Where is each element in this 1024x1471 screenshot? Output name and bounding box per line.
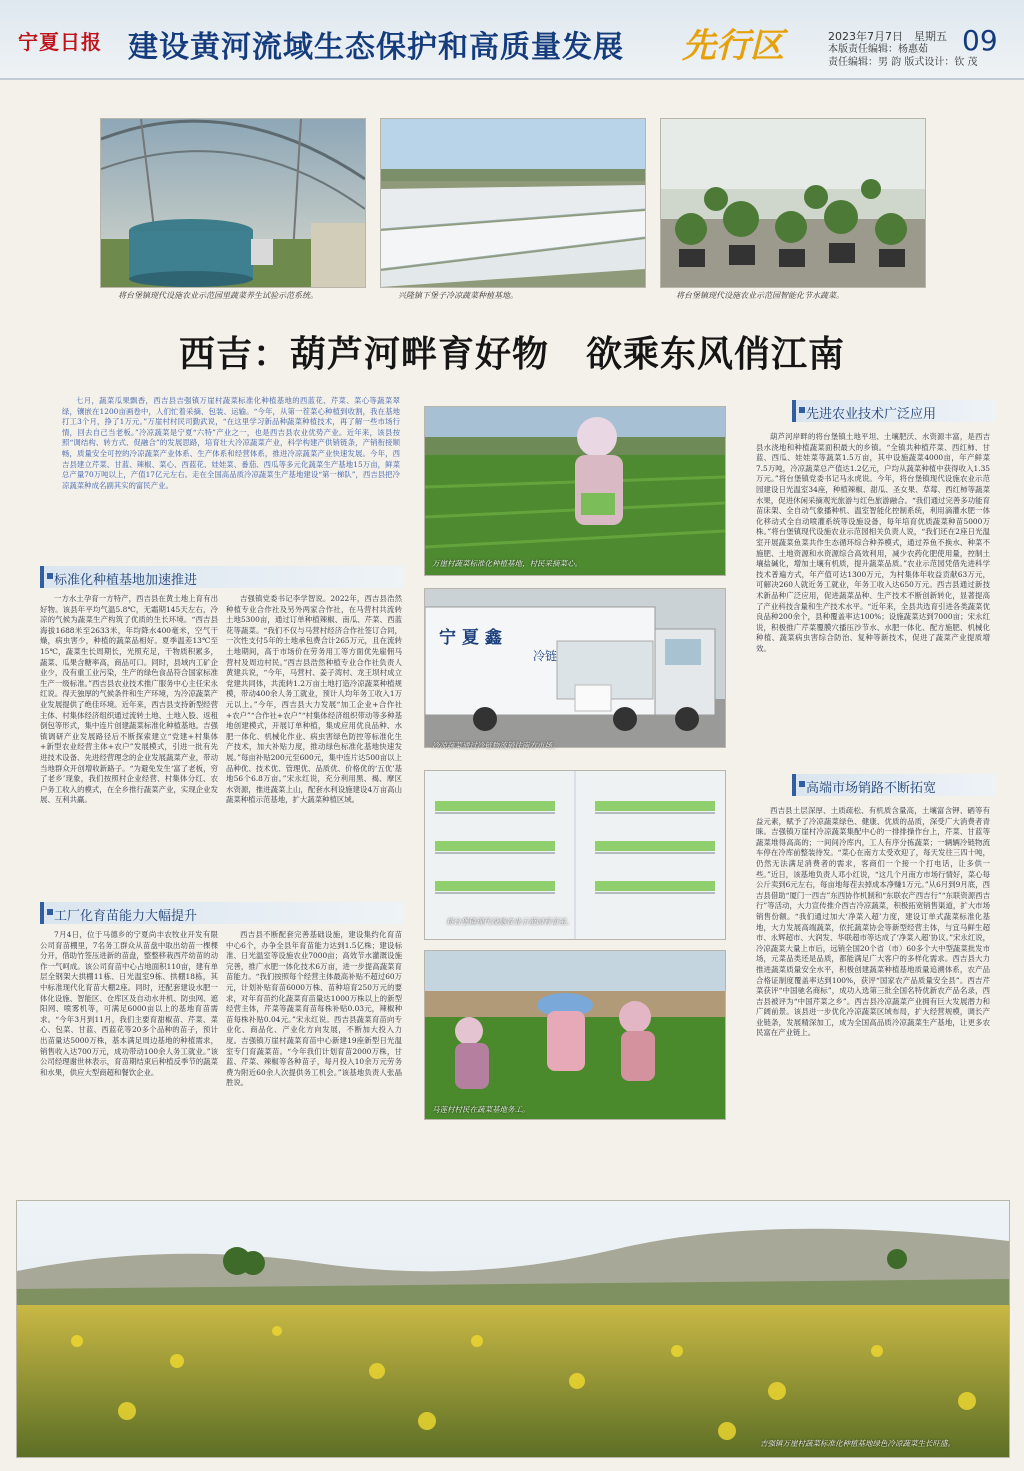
section-head-standardized [40,566,404,588]
top-caption-1: 将台堡镇现代设施农业示范园里蔬菜养生试验示范系统。 [118,291,318,300]
section-title-market: 高端市场销路不断拓宽 [806,781,937,796]
section2-col2: 西吉县不断配套完善基础设施，建设集约化育苗中心6个，办争全县年育苗能力达到1.5亿株；建设标准、日光温室等设施农业7000亩；高效节水灌溉设施完善，推广水肥一体化技术6万亩，进一步提高蔬菜育苗能力。“我们按照每个经营主体最高补贴不超过60万元，计划补贴育苗6000万株、苗种培育250万元的要求，对年育苗约化蔬菜育苗量达1000万株以上的新型经营主体，芹菜等蔬菜育苗每株补贴0.03元，辣椒种苗每株补贴0.04元。”宋永红说。西吉县蔬菜育苗向专业化、商品化、产业化方向发展，不断加大投入力度。吉强镇万崖村蔬菜育苗中心新建19座新型日光温室专门育蔬菜苗。“今年我们计划育苗2000万株，甘蓝、芹菜、辣椒等各种苗子，每月投入10余万元劳务费为附近60余人次提供务工机会。”该基地负责人张晶胜说。 [226,930,402,1088]
section-head-nursery [40,902,404,924]
section3-body: 葫芦河岸畔的将台堡镇土地平坦、土壤肥沃、水资源丰富，是西吉县水浇地和种植蔬菜面积最大的乡镇。“全镇共种植芹菜、西红柿、甘蓝、西瓜、娃娃菜等蔬菜1.5万亩，其中设施蔬菜4000亩，年产鲜菜7.5万吨，冷凉蔬菜总产值达1.2亿元，户均从蔬菜种植中获得收入1.35万元。”将台堡镇党委书记马永虎说。今年，将台堡镇现代设施农业示范园建设日光温室34座，种植辣椒、甜瓜、圣女果、草莓、西红柿等蔬菜水果，促进休闲采摘观光旅游与红色旅游融合。“我们通过完善多功能育苗床架、全自动气象播种机、温室智能化控制系统，利用滴灌水肥一体化移动式全自动喷灌系统等设施设备，每年培育优质蔬菜种苗5000万株。”将台堡镇现代设施农业示范园相关负责人说，“我们还在2座日光温室开展蔬菜鱼菜共作生态循环综合种养模式，通过养鱼不换水、种菜不施肥、土地资源和水资源综合高效利用，减少农药化肥使用量，控制土壤盐碱化，增加土壤有机质，提升蔬菜品质。”农业示范园凭借先进科学技术普遍方式，年产值可达1300万元，为村集体年收益贡献63万元，可解决260人就近务工就业，年务工收入达650万元。西吉县通过新技术新品种广泛应用，促进蔬菜品种、生产技术不断创新转化，显著提高了产业科技含量和生产技术水平。“近年来，全县共选育引进各类蔬菜优良品种200余个，县种覆盖率达100%；设施蔬菜达到7000亩；宋永红说，积极推广芹菜覆膜穴播压沙节水、水肥一体化、配方施肥、机械化种植、蔬菜病虫害综合防治、复种等新技术，促进了蔬菜产业提质增效。 [756,432,990,653]
photo-rapeseed-field [16,1200,1010,1458]
section1-col2: 吉强镇党委书记李学智说。2022年，西吉县浩然种植专业合作社及另外两家合作社，在马营村共流转土地5300亩，通过订单种植辣椒、南瓜、芹菜、西蓝花等蔬菜。“我们不仅与马营村经济合作社签订合同，一次性支付5年的土地承包费合计265万元，且在流转土地期间，高于市场价在劳务用工等方面优先雇佣马营村及周边村民。”西吉县浩然种植专业合作社负责人黄建兵说，“今年，马营村、姜子湾村、龙王坝村成立党建共同体，共流转1.2万亩土地打造冷凉蔬菜种植规模，带动400余人务工就业，预计人均年务工收入1万元以上。”今年，西吉县大力发展“加工企业+合作社+农户”“合作社+农户”“村集体经济组织带动等多种基地创建模式，开展订单种植，集成应用优良品种、水肥一体化、机械化作业、病虫害绿色防控等标准化生产技术，加大补贴力度，推动绿色标准化基地快速发展。”每亩补贴200元至600元，集中连片达500亩以上品种优、技术优、管理优、品质优、价格优的‘五优’基地56个6.8万亩。”宋永红说，充分利用黑、褐、摩区水资源，推进蔬菜上山，配套水利设施建设4万亩高山蔬菜种植示范基地，扩大蔬菜种植区域。 [226,594,402,805]
middle-caption-3: 将台堡镇现代设施农业示范园育苗室。 [446,917,574,926]
photo-cold-chain-truck [424,588,726,748]
photo-seedling-room [424,770,726,940]
section-theme: 建设黄河流域生态保护和高质量发展 [128,30,624,65]
article-headline: 西吉：葫芦河畔育好物 欲乘东风俏江南 [178,334,845,375]
photo-harvest-field [424,406,726,576]
section-head-technology [792,400,996,422]
editor-line-1: 本版责任编辑：杨惠茹 [828,44,928,55]
section-title-technology: 先进农业技术广泛应用 [806,407,937,422]
issue-date: 2023年7月7日 星期五 [828,30,947,43]
section2-col1: 7月4日，位于马德乡的宁夏尚丰农牧业开发有限公司育苗棚里，7名务工群众从苗盘中取出幼苗一棵棵分开，借助竹签压进新的苗盘，整整移栽西芹幼苗的动作一气呵成。该公司育苗中心占地面积110亩，建有单层全钢架大拱棚11栋、日光温室9栋、拱棚18栋，其中标准现代化育苗大棚2座。同时，还配套建设水肥一体化设施、智能区、仓库区及自动水井机、防虫网、遮阳网、喷雾机等，可满足6000亩以上的基地育苗需求。“今年3月到11月，我们主要育甜椒苗、芹菜、菜心、包菜、甘蓝、西蓝花等20多个品种的苗子，预计出苗量达5000万株，基本满足周边基地的种植需求，销售收入达700万元，成功带动100余人务工就业。”该公司经理谢世林表示，育苗期结束后种植反季节的蔬菜和水果，供应大型商超和餐饮企业。 [40,930,218,1077]
photo-potted-plants [660,118,926,288]
photo-workers-planting [424,950,726,1120]
page-number: 09 [962,24,998,57]
masthead [0,0,1024,80]
truck-sign-2: 冷链 [533,649,558,663]
section1-col1: 一方水土孕育一方特产，西吉县在黄土地上育有出好物。该县年平均气温5.8℃，无霜期145天左右，冷凉的气候为蔬菜生产构筑了优质的生长环境。“西吉县海拔1688米至2633米，年均降水400毫米，空气干燥，病虫害少，种植的蔬菜品相好。夏季温差13℃至15℃，蔬菜生长周期长，光照充足，干物质积累多，蔬菜、瓜果含糖率高，商品可口。同时，县域内工矿企业少，没有重工业污染，生产的绿色食品符合国家标准生产一级标准。”西吉县农业技术推广服务中心主任宋永红说。得天独厚的气候条件和生产环境，为冷凉蔬菜产业发展提供了绝佳环境。近年来，西吉县支持新型经营主体、村集体经济组织通过流转土地、土地入股、返租倒包等形式，集中连片创建蔬菜标准化种植基地。吉强镇调研产业发展路径后不断探索建立“党建+村集体+新型农业经营主体+农户”发展模式，引进一批有先进技术设备、先进经营理念的企业发展蔬菜产业，带动当地群众开创增收新路子。“为避免发生‘富了老板，穷了老乡’现象，我们按照村企业经营、村集体分红、农户务工收入的模式，在全乡推行蔬菜产业，实现企业发展、互利共赢。 [40,594,218,805]
lead-paragraph: 七月，蔬菜瓜果飘香，西吉县吉强镇万崖村蔬菜标准化种植基地的西蓝花、芹菜、菜心等蔬菜翠绿，镶嵌在1200亩画卷中，人们忙着采摘、包装、运输。“今年，从第一茬菜心种植到收割，我在基地打工3个月，挣了1万元。”万崖村村民司勤武说，“在这里学习新品种蔬菜种植技术，再了解一些市场行情，回去自己当老板。”冷凉蔬菜是宁夏“六特”产业之一，也是西吉县农业优势产业。近年来，该县按照“调结构、转方式、促融合”的发展思路，培育壮大冷凉蔬菜产业，科学构建产供销链条，产销衔接顺畅，质量安全可控的冷凉蔬菜产业体系、生产体系和经营体系，推进冷凉蔬菜产业快速发展。今年，西吉县建立芹菜、甘蓝、辣椒、菜心、西蓝花、娃娃菜、番茄、西瓜等多元化蔬菜生产基地15万亩，鲜菜总产量70万吨以上，产值17亿元左右。走在全国高品质冷凉蔬菜生产基地建设“第一梯队”，西吉县把冷凉蔬菜种成名副其实的富民产业。 [62,396,400,490]
section4-body: 西吉县土层深厚、土质疏松、有机质含量高，土壤富含钾、硒等有益元素，赋予了冷凉蔬菜绿色、健康、优质的品质，深受广大消费者青睐。吉强镇万崖村冷凉蔬菜集配中心的一排排操作台上，芹菜、甘蓝等蔬菜堆得高高的；一间间冷库内，工人有序分拣蔬菜；一辆辆冷链物流车停在冷库前整装待发。“菜心在南方太受欢迎了，每天发往三四十吨，仍然无法满足消费者的需求，客商们一个接一个打电话，让多供一些。”近日，该基地负责人邓小红说，“这几个月南方市场行情好，菜心每公斤卖到6元左右，每亩地每茬去掉成本净赚1万元。”从6月到9月底，西吉县借助“厦门一西吉”东西协作机制和“东联农产西吉行”“东联资源西吉行”等活动，大力宣传推介西吉冷凉蔬菜，积极拓宽销售渠道，扩大市场销售份额。“我们通过加大‘净菜入超’力度，建设订单式蔬菜标准化基地，大力发展高端蔬菜，依托蔬菜协会等新型经营主体，与宜马鲜生超市、永辉超市、大润发、华联超市等达成了‘净菜入超’协议。”宋永红说，冷凉蔬菜大量上市后，远销全国20个省（市）60多个大中型蔬菜批发市场，元菜品类还是品质，都能满足广大客户的多样化需求。西吉县大力推进蔬菜质量安全水平，积极创建蔬菜种植基地质量追溯体系，农产品合格证制度覆盖率达到100%，获评“国家农产品质量安全县”。西吉芹菜获评“中国驰名商标”，成功入选第三批全国名特优新农产品名录，西吉县被评为“中国芹菜之乡”。西吉县冷凉蔬菜产业拥有巨大发展潜力和广阔前景。该县进一步优化冷凉蔬菜区域布局，扩大经营规模，调长产业链条，发展精深加工，成为全国高品质冷凉蔬菜生产基地，让更多农民富在产业链上。 [756,806,990,1038]
middle-caption-1: 万崖村蔬菜标准化种植基地，村民采摘菜心。 [432,559,582,568]
section-title-standardized: 标准化种植基地加速推进 [54,573,198,588]
paper-logo: 宁夏日报 [18,30,102,54]
middle-caption-4: 马莲村村民在蔬菜基地务工。 [432,1105,530,1114]
photo-greenhouse-tank [100,118,366,288]
editor-line-2: 责任编辑：男 韵 版式设计：钦 茂 [828,57,978,68]
section-head-market [792,774,996,796]
middle-caption-2: 冷凉蔬菜通过冷链物流销往南方市场。 [432,741,560,750]
pioneer-banner: 先行区 [682,26,784,66]
photo-greenhouse-rows [380,118,646,288]
section-title-nursery: 工厂化育苗能力大幅提升 [54,909,198,924]
issue-meta [828,30,978,69]
top-caption-3: 将台堡镇现代设施农业示范园智能化节水蔬菜。 [676,291,844,300]
bottom-caption: 吉强镇万崖村蔬菜标准化种植基地绿色冷凉蔬菜生长旺盛。 [760,1439,955,1448]
truck-sign: 宁 夏 鑫 [439,628,502,648]
top-caption-2: 兴隆镇下堡子冷凉蔬菜种植基地。 [398,291,518,300]
